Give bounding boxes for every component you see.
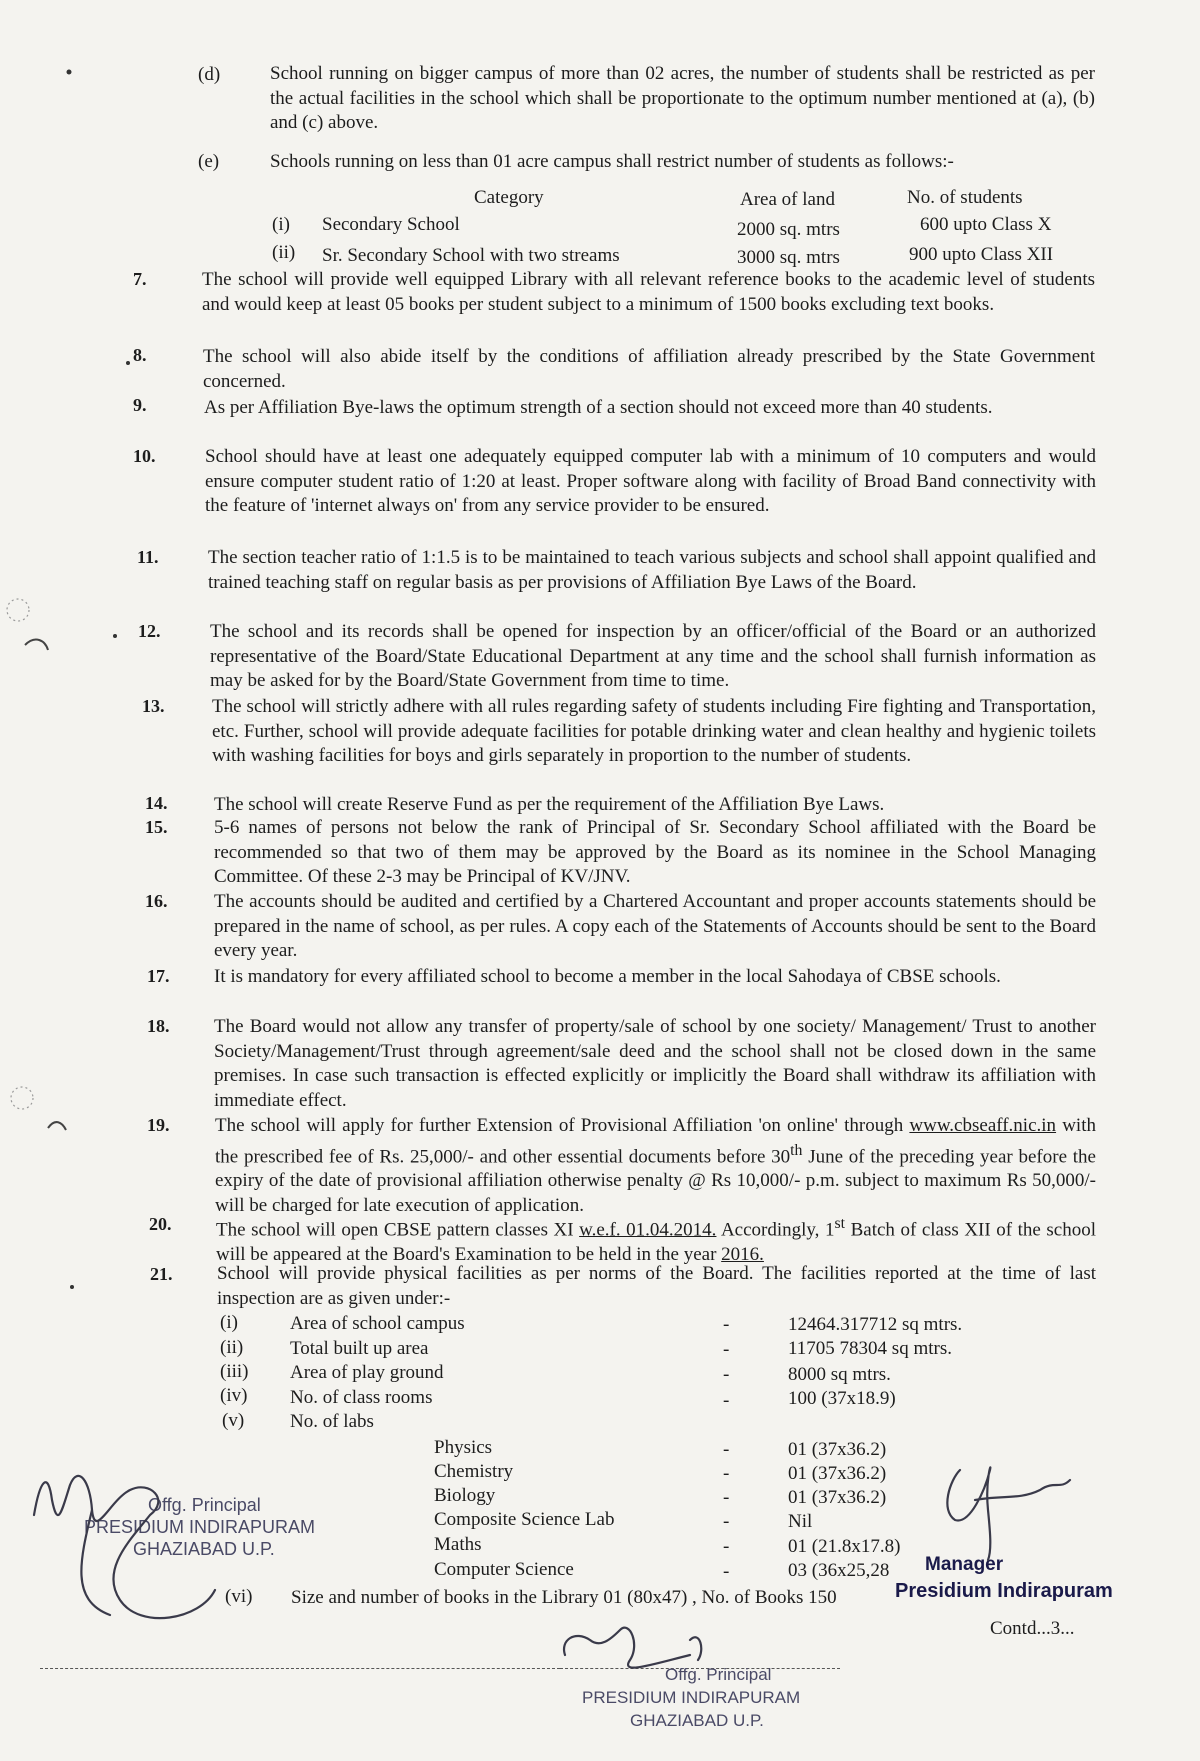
lab-value: 01 (37x36.2) — [788, 1463, 887, 1484]
item-text: 5-6 names of persons not below the rank of Principal of Sr. Secondary School affiliated with the Board be recommended so that two of them may be approved by the Board as its nominee in the School Managing Committee. Of these 2-3 may be Principal of KV/JNV. — [214, 817, 1096, 887]
item-number: 18. — [147, 1016, 170, 1036]
item-19-part3: June of the preceding year before the expiry of the date of provisional affiliation otherwise penalty @ Rs 10,000/- p.m. subject to maximum Rs 50,000/- will be charged for late execution of application. — [215, 1145, 1096, 1216]
clause-d-text: School running on bigger campus of more than 02 acres, the number of students shall be restricted as per the actual facilities in the school which shall be proportionate to the optimum number mentioned at (a), (b) and (c) above. — [270, 63, 1095, 133]
lab-name: Physics — [434, 1437, 493, 1458]
facility-value: 100 (37x18.9) — [788, 1388, 896, 1409]
left-stamp-school: PRESIDIUM INDIRAPURAM — [84, 1517, 316, 1537]
item-number: 15. — [145, 817, 168, 837]
lab-dash: - — [723, 1561, 730, 1582]
dot-mark-icon — [70, 1285, 74, 1289]
lab-value: Nil — [788, 1511, 813, 1532]
dot-mark-icon — [113, 634, 117, 638]
left-stamp-title: Offg. Principal — [148, 1495, 261, 1515]
land-table-header-students: No. of students — [907, 187, 1023, 208]
lab-dash: - — [723, 1487, 730, 1508]
dot-mark-icon — [126, 361, 130, 365]
clause-e-text: Schools running on less than 01 acre campus shall restrict number of students as follows:- — [270, 151, 954, 172]
land-row-label: (ii) — [272, 242, 296, 263]
item-number: 19. — [147, 1115, 170, 1135]
facility-dash: - — [723, 1364, 730, 1385]
lab-name: Computer Science — [434, 1559, 574, 1580]
facility-label: (ii) — [220, 1337, 244, 1358]
library-label: (vi) — [225, 1586, 253, 1607]
item-number: 10. — [133, 446, 156, 466]
lab-dash: - — [723, 1463, 730, 1484]
item-text: The section teacher ratio of 1:1.5 is to be maintained to teach various subjects and school shall appoint qualified and trained teaching staff on regular basis as per provisions of Affiliation Bye Laws of the Board. — [208, 547, 1096, 593]
binder-mark-icon — [25, 640, 48, 650]
land-row-area: 2000 sq. mtrs — [737, 219, 840, 240]
binder-hole-icon — [7, 599, 29, 621]
item-text: As per Affiliation Bye-laws the optimum strength of a section should not exceed more than 40 students. — [204, 397, 993, 418]
lab-value: 01 (37x36.2) — [788, 1439, 887, 1460]
binder-hole-icon — [11, 1087, 33, 1109]
item-text: The accounts should be audited and certified by a Chartered Accountant and proper accounts statements should be prepared in the name of school, as per rules. A copy each of the Statements of Accounts should be sent to the Board every year. — [214, 891, 1096, 961]
land-row-label: (i) — [272, 214, 290, 235]
item-text: The school will also abide itself by the conditions of affiliation already prescribed by the State Government concerned. — [203, 346, 1095, 392]
item-20-sup: st — [834, 1215, 846, 1232]
bottom-stamp-title: Offg. Principal — [665, 1665, 772, 1684]
lab-value: 03 (36x25,28 — [788, 1560, 890, 1581]
facility-dash: - — [723, 1314, 730, 1335]
lab-name: Chemistry — [434, 1461, 514, 1482]
facility-name: No. of class rooms — [290, 1387, 433, 1408]
bottom-stamp-city: GHAZIABAD U.P. — [630, 1711, 764, 1730]
facility-label: (iii) — [220, 1361, 249, 1382]
facility-name: Area of play ground — [290, 1362, 444, 1383]
item-20-part1: The school will open CBSE pattern classes XI — [216, 1219, 580, 1241]
item-text: School should have at least one adequately equipped computer lab with a minimum of 10 computers and would ensure computer student ratio of 1:20 at least. Proper software along with facility of Broad Band connectivity with the feature of 'internet always on' from any service provider to be ensured. — [205, 446, 1096, 516]
clause-d-label: (d) — [198, 64, 221, 85]
facility-dash: - — [723, 1390, 730, 1411]
facility-label: (iv) — [220, 1385, 248, 1406]
left-stamp-city: GHAZIABAD U.P. — [133, 1539, 275, 1559]
item-20-year: 2016. — [721, 1243, 764, 1265]
item-text: The school will strictly adhere with all rules regarding safety of students including Fire fighting and Transportation, etc. Further, school will provide adequate facilities for potable drinking water and clean healthy and hygienic toilets with washing facilities for boys and girls separately in proportion to the number of students. — [212, 696, 1096, 766]
item-number: 9. — [133, 395, 147, 415]
item-number: 7. — [133, 269, 147, 289]
left-signature-loop-icon — [81, 1510, 110, 1615]
facility-dash: - — [723, 1339, 730, 1360]
item-text: The school will provide well equipped Library with all relevant reference books to the academic level of students and would keep at least 05 books per student subject to a minimum of 1500 books excluding text books. — [202, 269, 1095, 315]
item-number: 20. — [149, 1214, 172, 1234]
binder-mark-icon — [48, 1122, 66, 1130]
facility-value: 11705 78304 sq mtrs. — [788, 1338, 952, 1359]
lab-dash: - — [723, 1511, 730, 1532]
facility-label: (v) — [222, 1410, 245, 1431]
item-text: It is mandatory for every affiliated school to become a member in the local Sahodaya of CBSE schools. — [214, 966, 1001, 987]
facility-name: No. of labs — [290, 1411, 374, 1432]
manager-stamp-school: Presidium Indirapuram — [895, 1580, 1113, 1602]
item-number: 12. — [138, 621, 161, 641]
left-signature-icon — [34, 1476, 215, 1618]
land-row-students: 600 upto Class X — [920, 214, 1052, 235]
item-number: 8. — [133, 345, 147, 365]
facility-label: (i) — [220, 1312, 238, 1333]
item-20-part2: Accordingly, 1 — [716, 1219, 835, 1241]
land-row-students: 900 upto Class XII — [909, 244, 1054, 265]
right-signature-icon — [947, 1467, 1070, 1560]
lab-dash: - — [723, 1439, 730, 1460]
facility-name: Area of school campus — [290, 1313, 465, 1334]
item-number: 16. — [145, 891, 168, 911]
land-row-category: Secondary School — [322, 214, 460, 235]
bottom-stamp-school: PRESIDIUM INDIRAPURAM — [582, 1688, 801, 1707]
item-19-part2: with the prescribed fee of Rs. 25,000/- and other essential documents before 30 — [215, 1115, 1096, 1167]
lab-name: Biology — [434, 1485, 496, 1506]
item-number: 13. — [142, 696, 165, 716]
item-number: 21. — [150, 1264, 173, 1284]
contd-note: Contd...3... — [990, 1618, 1075, 1639]
lab-name: Maths — [434, 1534, 482, 1555]
lab-dash: - — [723, 1536, 730, 1557]
dot-mark-icon — [67, 70, 72, 75]
item-text: School will provide physical facilities as per norms of the Board. The facilities reported at the time of last inspection are as given under:- — [217, 1263, 1096, 1309]
library-text: Size and number of books in the Library 01 (80x47) , No. of Books 150 — [291, 1587, 837, 1608]
item-text: The Board would not allow any transfer of property/sale of school by one society/ Management/ Trust to another Society/Management/Trust through agreement/sale deed and the school shall not be closed down in the same premises. In case such transaction is effected explicitly or implicitly the Board shall withdraw its affiliation with immediate effect. — [214, 1016, 1096, 1111]
item-number: 17. — [147, 966, 170, 986]
item-text: The school and its records shall be opened for inspection by an officer/official of the Board or an authorized representative of the Board/State Educational Department at any time and the school shall furnish information as may be asked for by the Board/State Government from time to time. — [210, 621, 1096, 691]
facility-name: Total built up area — [290, 1338, 429, 1359]
land-table-header-category: Category — [474, 187, 544, 208]
land-row-area: 3000 sq. mtrs — [737, 247, 840, 268]
clause-e-label: (e) — [198, 151, 220, 172]
bottom-signature-icon — [564, 1628, 701, 1668]
item-text: The school will create Reserve Fund as per the requirement of the Affiliation Bye Laws. — [214, 794, 885, 815]
lab-value: 01 (21.8x17.8) — [788, 1536, 901, 1557]
lab-value: 01 (37x36.2) — [788, 1487, 887, 1508]
cbseaff-link[interactable]: www.cbseaff.nic.in — [909, 1115, 1057, 1136]
item-19-part1: The school will apply for further Extension of Provisional Affiliation 'on online' through — [215, 1115, 904, 1136]
manager-stamp-title: Manager — [925, 1554, 1004, 1575]
land-table-header-area: Area of land — [740, 189, 835, 210]
land-row-category: Sr. Secondary School with two streams — [322, 245, 620, 266]
item-20-wef: w.e.f. 01.04.2014. — [579, 1219, 717, 1241]
item-number: 14. — [145, 793, 168, 813]
facility-value: 12464.317712 sq mtrs. — [788, 1314, 963, 1335]
item-20-part3: Batch of class XII of the school will be appeared at the Board's Examination to be held in the year — [216, 1219, 1096, 1265]
facility-value: 8000 sq mtrs. — [788, 1364, 891, 1385]
lab-name: Composite Science Lab — [434, 1509, 615, 1530]
item-19-sup: th — [790, 1141, 803, 1159]
item-number: 11. — [137, 547, 159, 567]
